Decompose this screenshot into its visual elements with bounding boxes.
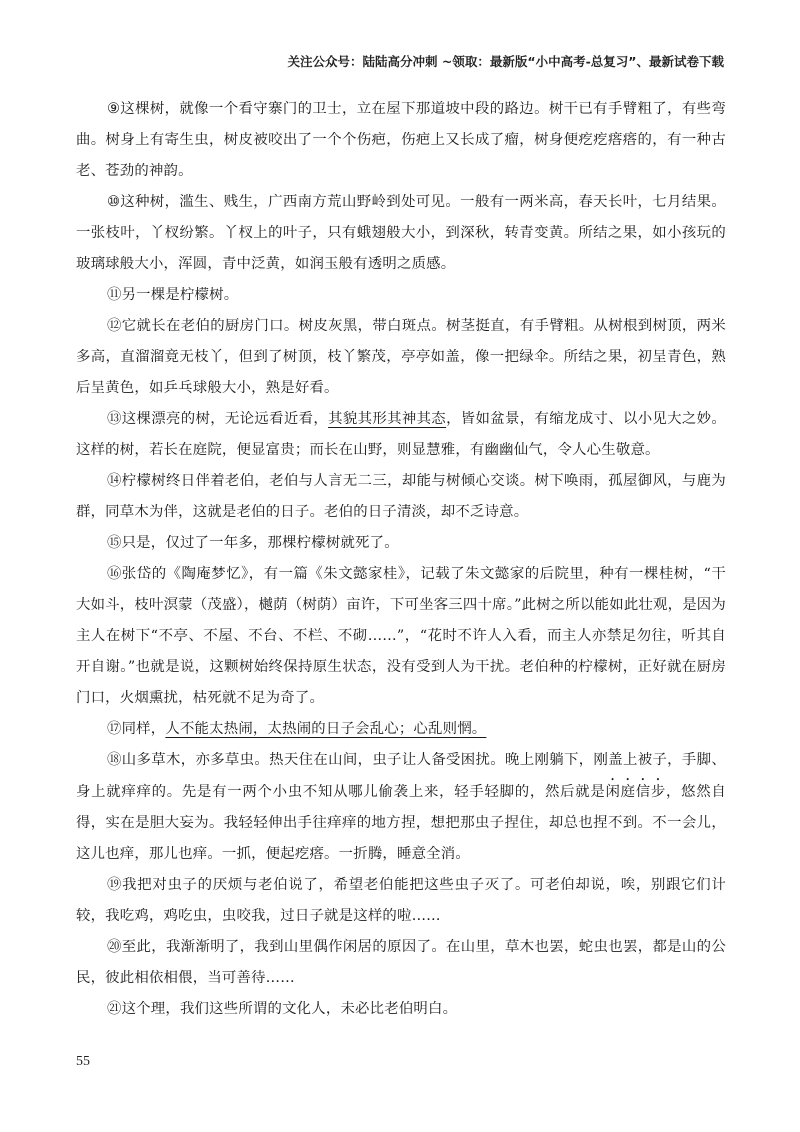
emphasized-phrase: 闲庭信步 <box>605 784 666 800</box>
paragraph-number: ⑮ <box>107 535 122 551</box>
paragraph <box>76 528 726 559</box>
paragraph <box>76 280 726 311</box>
paragraph-number: ⑲ <box>107 877 122 893</box>
paragraph-number: ⑬ <box>107 411 122 427</box>
paragraph-text: 这种树，滥生、贱生，广西南方荒山野岭到处可见。一般有一两米高，春天长叶，七月结果。一张枝叶，丫杈纷繁。丫杈上的叶子，只有蛾翅般大小，到深秋，转青变黄。所结之果，如小孩玩的玻璃球般大小，浑圆，青中泛黄，如润玉般有透明之质感。 <box>76 194 726 272</box>
paragraph-number: ⑫ <box>107 318 122 334</box>
paragraph-text: 这个理，我们这些所谓的文化人，未必比老伯明白。 <box>121 1001 458 1017</box>
paragraph-text: 这棵漂亮的树，无论远看近看， <box>121 411 329 427</box>
paragraph <box>76 404 726 466</box>
paragraph-text: 山多草木，亦多草虫。热天住在山间，虫子让人备受困扰。晚上刚躺下，刚盖上被子，手脚、身上就痒痒的。先是有一两个小虫不知从哪儿偷袭上来，轻手轻脚的，然后就是 <box>76 752 726 800</box>
paragraph <box>76 311 726 404</box>
paragraph-text: 至此，我渐渐明了，我到山里偶作闲居的原因了。在山里，草木也罢，蛇虫也罢，都是山的公民，彼此相依相偎，当可善待…… <box>76 939 726 986</box>
paragraph <box>76 187 726 280</box>
paragraph <box>76 745 726 870</box>
paragraph-number: ⑭ <box>107 473 122 489</box>
paragraph-number: ⑳ <box>107 939 122 955</box>
paragraph <box>76 94 726 187</box>
underlined-phrase: 人不能太热闹，太热闹的日子会乱心；心乱则惘。 <box>165 721 487 737</box>
paragraph-number: ⑯ <box>107 566 122 582</box>
paragraph <box>76 994 726 1025</box>
paragraph-text: ，悠然自得，实在是胆大妄为。我轻轻伸出手往痒痒的地方捏，想把那虫子捏住，却总也捏不到。不一会儿，这儿也痒，那儿也痒。一抓，便起疙瘩。一折腾，睡意全消。 <box>76 784 726 862</box>
paragraph-number: ⑰ <box>107 721 122 737</box>
paragraph-text: 它就长在老伯的厨房门口。树皮灰黑，带白斑点。树茎挺直，有手臂粗。从树根到树顶，两米多高，直溜溜竟无枝丫，但到了树顶，枝丫繁茂，亭亭如盖，像一把绿伞。所结之果，初呈青色，熟后呈黄色，如乒乓球般大小，熟是好看。 <box>76 318 726 396</box>
paragraph-number: ⑩ <box>107 194 121 210</box>
paragraph-text: 只是，仅过了一年多，那棵柠檬树就死了。 <box>121 535 399 551</box>
article-body <box>76 94 726 1025</box>
paragraph-number: ⑱ <box>107 752 122 768</box>
paragraph-text: ，皆如盆景，有缩龙成寸、以小见大之妙。这样的树，若长在庭院，便显富贵；而长在山野，则显慧雅，有幽幽仙气，令人心生敬意。 <box>76 411 726 458</box>
paragraph <box>76 932 726 994</box>
paragraph <box>76 559 726 714</box>
paragraph <box>76 466 726 528</box>
paragraph-number: ⑨ <box>107 101 121 117</box>
paragraph-text: 张岱的《陶庵梦忆》，有一篇《朱文懿家桂》，记载了朱文懿家的后院里，种有一棵桂树，“干大如斗，枝叶溟蒙（茂盛），樾荫（树荫）亩许，下可坐客三四十席。”此树之所以能如此壮观，是因为主人在树下“不亭、不屋、不台、不栏、不砌……”，“花时不许人入看，而主人亦禁足勿往，听其自开自谢。”也就是说，这颗树始终保持原生状态，没有受到人为干扰。老伯种的柠檬树，正好就在厨房门口，火烟熏扰，枯死就不足为奇了。 <box>76 566 726 706</box>
underlined-phrase: 其貌其形其神其态 <box>328 411 447 427</box>
paragraph-text: 另一棵是柠檬树。 <box>121 287 239 303</box>
paragraph-text: 这棵树，就像一个看守寨门的卫士，立在屋下那道坡中段的路边。树干已有手臂粗了，有些弯曲。树身上有寄生虫，树皮被咬出了一个个伤疤，伤疤上又长成了瘤，树身便疙疙瘩瘩的，有一种古老、苍劲的神韵。 <box>76 101 726 179</box>
paragraph-number: ⑪ <box>107 287 122 303</box>
paragraph <box>76 714 726 745</box>
page-number: 55 <box>76 1054 90 1069</box>
paragraph-number: ㉑ <box>107 1001 122 1017</box>
page-header: 关注公众号：陆陆高分冲刺 ~领取：最新版“小中高考-总复习”、最新试卷下载 <box>287 54 724 69</box>
paragraph-text: 柠檬树终日伴着老伯，老伯与人言无二三，却能与树倾心交谈。树下唤雨，孤屋御风，与鹿为群，同草木为伴，这就是老伯的日子。老伯的日子清淡，却不乏诗意。 <box>76 473 726 520</box>
paragraph-text: 同样， <box>121 721 166 737</box>
paragraph-text: 我把对虫子的厌烦与老伯说了，希望老伯能把这些虫子灭了。可老伯却说，唉，别跟它们计较，我吃鸡，鸡吃虫，虫咬我，过日子就是这样的啦…… <box>76 877 726 924</box>
paragraph <box>76 870 726 932</box>
